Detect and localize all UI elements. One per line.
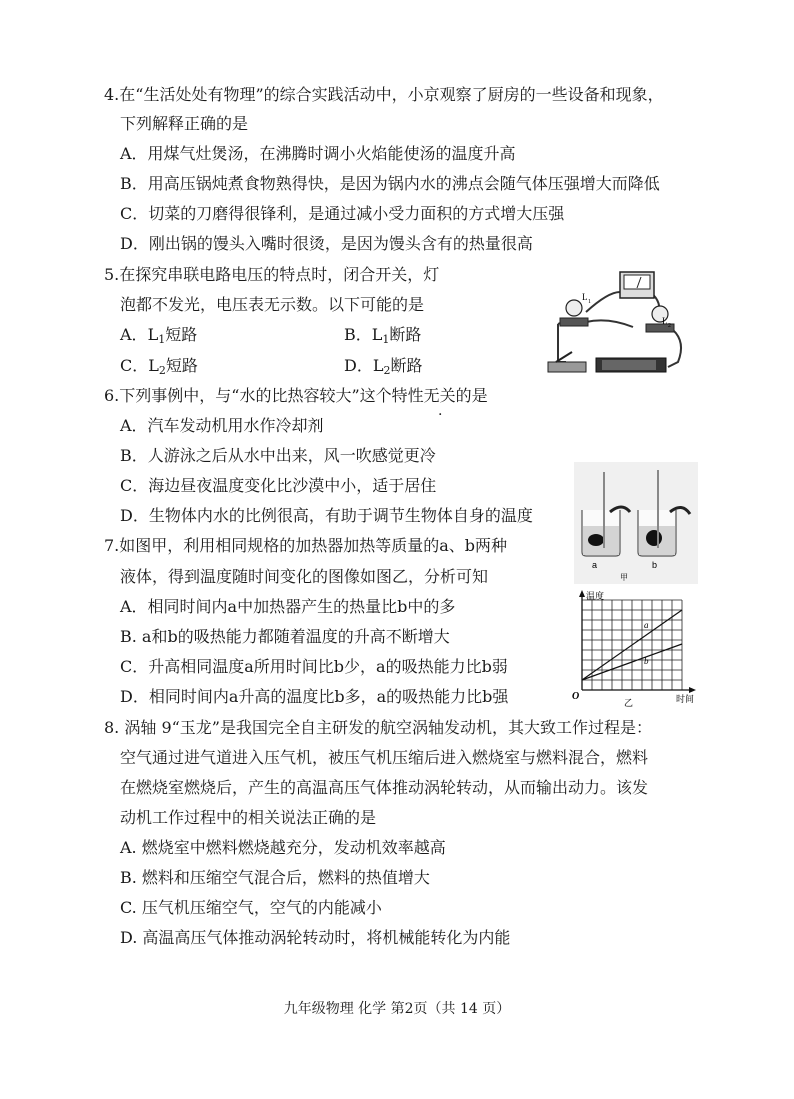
q8-option-b: B. 燃料和压缩空气混合后，燃料的热值增大 bbox=[120, 868, 430, 887]
graph-label-a: a bbox=[644, 620, 649, 630]
graph-origin: O bbox=[572, 691, 580, 702]
q8-stem-line3: 在燃烧室燃烧后，产生的高温高压气体推动涡轮转动，从而输出动力。该发 bbox=[120, 778, 649, 797]
q8-option-a: A. 燃烧室中燃料燃烧越充分，发动机效率越高 bbox=[120, 838, 446, 857]
circuit-diagram bbox=[538, 262, 688, 382]
graph-caption: 乙 bbox=[624, 699, 634, 709]
q5-stem-line2: 泡都不发光，电压表无示数。以下可能的是 bbox=[120, 295, 425, 314]
q7-option-a: A．相同时间内a中加热器产生的热量比b中的多 bbox=[120, 597, 456, 616]
figure-yi-graph bbox=[564, 588, 700, 710]
q4-option-d: D．刚出锅的馒头入嘴时很烫，是因为馒头含有的热量很高 bbox=[120, 234, 533, 253]
q5-option-b: B．$L_1$断路 bbox=[344, 325, 422, 346]
svg-text:2: 2 bbox=[668, 323, 671, 329]
q5-option-a: A．$L_1$短路 bbox=[120, 325, 198, 346]
page-footer: 九年级物理 化学 第2页（共 14 页） bbox=[283, 1001, 511, 1017]
q5-option-c: C．$L_2$短路 bbox=[120, 356, 198, 377]
q8-stem-line1: 8. 涡轴 9“玉龙”是我国完全自主研发的航空涡轴发动机，其大致工作过程是： bbox=[104, 718, 652, 737]
q5-option-d: D．$L_2$断路 bbox=[344, 356, 423, 377]
q4-stem-line2: 下列解释正确的是 bbox=[120, 114, 249, 133]
battery bbox=[596, 358, 666, 372]
q7-option-d: D．相同时间内a升高的温度比b多，a的吸热能力比b强 bbox=[120, 687, 509, 706]
q8-option-d: D. 高温高压气体推动涡轮转动时，将机械能转化为内能 bbox=[120, 928, 511, 947]
q6-option-a: A．汽车发动机用水作冷却剂 bbox=[120, 416, 324, 435]
svg-text:L: L bbox=[662, 316, 668, 326]
q4-option-a: A．用煤气灶煲汤，在沸腾时调小火焰能使汤的温度升高 bbox=[120, 144, 516, 163]
svg-text:1: 1 bbox=[588, 299, 591, 305]
q4-stem-line1: 4.在“生活处处有物理”的综合实践活动中，小京观察了厨房的一些设备和现象， bbox=[104, 85, 664, 104]
q7-stem-line1: 7.如图甲，利用相同规格的加热器加热等质量的a、b两种 bbox=[104, 536, 508, 555]
q6-stem: 6.下列事例中，与“水的比热容较大”这个特性无关的是 bbox=[104, 386, 488, 405]
graph-label-b: b bbox=[644, 656, 649, 666]
svg-text:b: b bbox=[652, 560, 658, 570]
q7-option-c: C．升高相同温度a所用时间比b少，a的吸热能力比b弱 bbox=[120, 657, 508, 676]
q8-stem-line4: 动机工作过程中的相关说法正确的是 bbox=[120, 808, 377, 827]
svg-text:L: L bbox=[582, 292, 588, 302]
bulb-l1 bbox=[560, 292, 591, 326]
q5-stem-line1: 5.在探究串联电路电压的特点时，闭合开关，灯 bbox=[104, 265, 440, 284]
q6-option-c: C．海边昼夜温度变化比沙漠中小，适于居住 bbox=[120, 476, 437, 495]
q8-stem-line2: 空气通过进气道进入压气机，被压气机压缩后进入燃烧室与燃料混合，燃料 bbox=[120, 748, 649, 767]
figure-jia-beakers bbox=[574, 462, 698, 584]
q6-option-b: B．人游泳之后从水中出来，风一吹感觉更冷 bbox=[120, 446, 436, 465]
figure-jia-caption: 甲 bbox=[620, 573, 628, 582]
switch bbox=[548, 352, 586, 372]
bulb-l2 bbox=[646, 306, 674, 332]
q7-stem-line2: 液体，得到温度随时间变化的图像如图乙，分析可知 bbox=[120, 567, 489, 586]
svg-text:a: a bbox=[592, 560, 598, 570]
q7-option-b: B. a和b的吸热能力都随着温度的升高不断增大 bbox=[120, 627, 450, 646]
graph-ylabel: 温度 bbox=[586, 592, 605, 602]
graph-xlabel: 时间 bbox=[676, 695, 695, 705]
q8-option-c: C. 压气机压缩空气，空气的内能减小 bbox=[120, 898, 382, 917]
q4-option-c: C．切菜的刀磨得很锋利，是通过减小受力面积的方式增大压强 bbox=[120, 204, 565, 223]
q4-option-b: B．用高压锅炖煮食物熟得快，是因为锅内水的沸点会随气体压强增大而降低 bbox=[120, 174, 660, 193]
q6-option-d: D．生物体内水的比例很高，有助于调节生物体自身的温度 bbox=[120, 506, 533, 525]
